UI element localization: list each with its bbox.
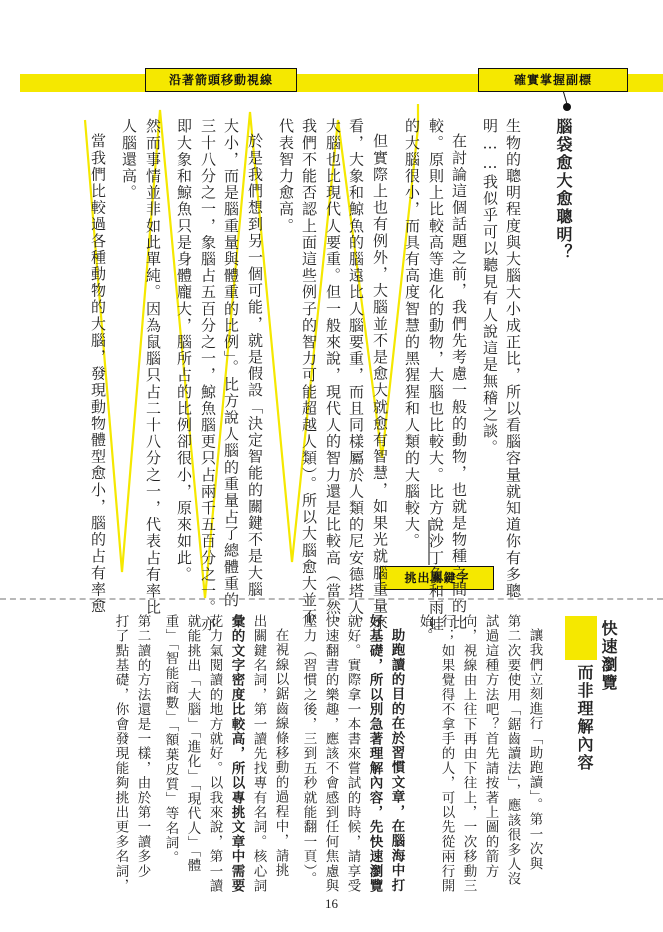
tag-grasp-subtitle: 確實掌握副標 bbox=[478, 68, 628, 92]
s2-col-1: 讓我們立刻進行「助跑讀」。第一次與 bbox=[526, 628, 543, 872]
s1-col-4: 較。原則上比較高等進化的動物，大腦也比較大。比方說沙丁魚和雨蛙 bbox=[427, 118, 445, 633]
section2-heading-line1: 快速瀏覽 bbox=[599, 620, 618, 692]
s2-col-11: 壓力（習慣之後，三到五秒就能翻一頁）。 bbox=[300, 614, 317, 887]
s1-col-16: 人腦還高。 bbox=[120, 118, 138, 201]
s1-col-6: 但實際上也有例外，大腦並不是愈大就愈有智慧，如果光就腦重量來 bbox=[371, 133, 389, 631]
s1-col-7: 看，大象和鯨魚的腦遠比人腦要重，而且同樣屬於人類的尼安德塔人， bbox=[347, 118, 365, 633]
yellow-square-icon bbox=[565, 616, 597, 660]
s2-col-16: 就能挑出「大腦」「進化」「現代人」「體 bbox=[184, 614, 201, 874]
s2-col-10: 快速翻書的樂趣，應該不會感到任何焦慮與 bbox=[322, 614, 339, 894]
s2-col-18: 第二讀的方法還是一樣，由於第一讀多少 bbox=[134, 614, 151, 879]
s2-col-9: 就好。實際拿一本書來嘗試的時候，請享受 bbox=[344, 614, 361, 894]
s2-col-6: 始。 bbox=[416, 614, 433, 644]
s2-col-4: 向，視線由上往下再由下往上，一次移動三 bbox=[460, 614, 477, 894]
section1-heading: 腦袋愈大愈聰明？ bbox=[554, 118, 573, 262]
s1-col-14: 即大象和鯨魚只是身體龐大，腦所占的比例卻很小，原來如此。 bbox=[175, 118, 193, 583]
bullet-circle-icon bbox=[563, 103, 571, 111]
s2-col-14: 彙的文字密度比較高，所以專挑文章中需要 bbox=[228, 614, 245, 894]
s2-col-15: 花力氣閱讀的地方就好。以我來說，第一讀 bbox=[206, 614, 223, 894]
s2-col-12: 在視線以鋸齒線條移動的過程中，請挑 bbox=[272, 628, 289, 878]
s1-col-17: 當我們比較過各種動物的大腦，發現動物體型愈小，腦的占有率愈 bbox=[89, 133, 107, 615]
tag-follow-arrow: 沿著箭頭移動視線 bbox=[145, 68, 297, 92]
s2-col-3: 試過這種方法吧？首先請按著上圖的箭方 bbox=[482, 614, 499, 879]
s1-col-13: 三十八分之一，象腦占五百分之一，鯨魚腦更只占兩千五百分之一。亦 bbox=[199, 118, 217, 633]
s1-col-11: 於是我們想到另一個可能，就是假設「決定智能的關鍵不是大腦 bbox=[246, 133, 264, 598]
s1-col-5: 的大腦很小，而具有高度智慧的黑猩猩和人類的大腦較大。 bbox=[403, 118, 421, 550]
s1-col-9: 我們不能否認上面這些例子的智力可能超越人類）。所以大腦愈大並不 bbox=[300, 118, 318, 626]
page-number: 16 bbox=[325, 896, 338, 911]
section-divider bbox=[0, 598, 663, 600]
s1-col-1: 生物的聰明程度與大腦大小成正比，所以看腦容量就知道你有多聰 bbox=[504, 118, 522, 600]
section2-heading-line2: 而非理解內容 bbox=[575, 664, 594, 772]
s2-col-7: 助跑讀的目的在於習慣文章，在腦海中打 bbox=[388, 628, 405, 893]
s1-col-15: 然而事情並非如此單純。因為鼠腦只占二十八分之一，代表占有率比 bbox=[144, 118, 162, 616]
s2-col-19: 打了點基礎，你會發現能夠挑出更多名詞， bbox=[112, 614, 129, 894]
s2-col-5: 行；如果覺得不拿手的人，可以先從兩行開 bbox=[438, 614, 455, 894]
s1-col-10: 代表智力愈高。 bbox=[277, 118, 295, 235]
s2-col-17: 重」「智能商數」「額葉皮質」等名詞。 bbox=[162, 614, 179, 866]
s2-col-8: 好基礎，所以別急著理解內容，先快速瀏覽 bbox=[366, 614, 383, 894]
tag-pick-keywords: 挑出關鍵字 bbox=[380, 566, 494, 590]
s1-col-3: 在討論這個話題之前，我們先考慮一般的動物，也就是物種之間的比 bbox=[450, 133, 468, 631]
s2-col-2: 第二次要使用「鋸齒讀法」，應該很多人沒 bbox=[504, 614, 521, 887]
s1-col-2: 明……我似乎可以聽見有人說這是無稽之談。 bbox=[481, 118, 499, 456]
s2-col-13: 出關鍵名詞，第一讀先找專有名詞。核心詞 bbox=[250, 614, 267, 894]
s1-col-12: 大小，而是腦重量與體重的比例」。比方說人腦的重量占了總體重的 bbox=[222, 118, 240, 609]
s1-col-8: 大腦也比現代人要重。但一般來說，現代人的智力還是比較高（當然， bbox=[324, 118, 342, 633]
